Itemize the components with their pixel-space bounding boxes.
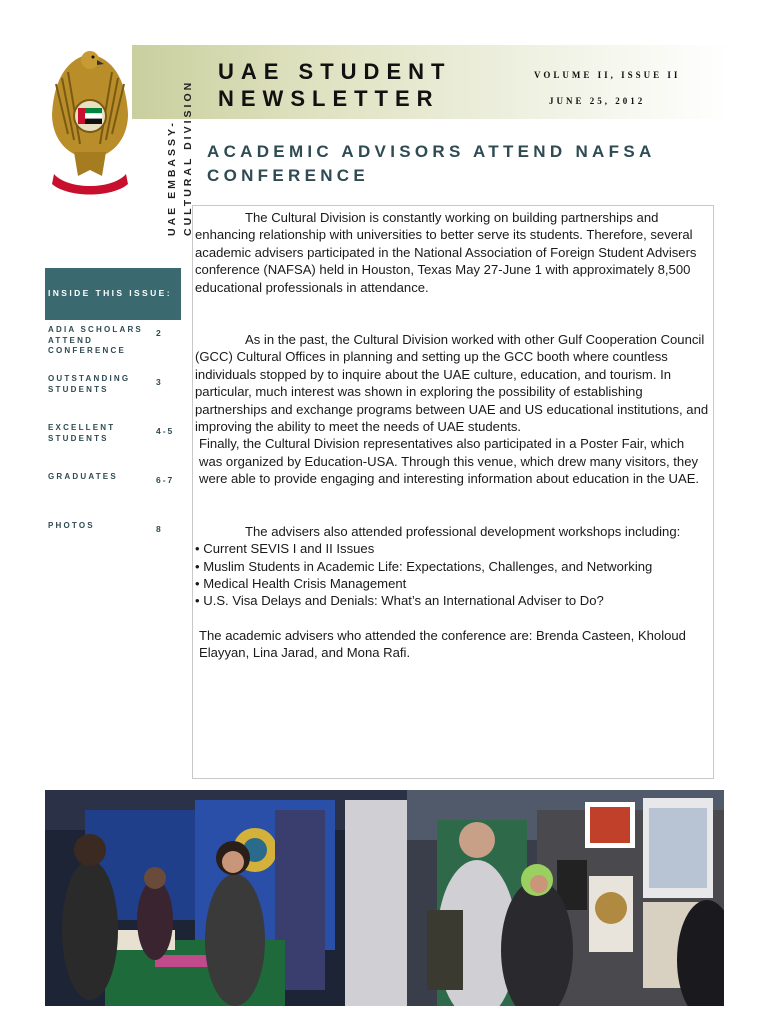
workshop-item: • Medical Health Crisis Management <box>195 575 710 592</box>
volume-issue: VOLUME II, ISSUE II <box>534 70 681 80</box>
toc-label: EXCELLENT STUDENTS <box>48 423 116 443</box>
article-body <box>192 205 714 779</box>
workshop-item: • Muslim Students in Academic Life: Expectations, Challenges, and Networking <box>195 558 710 575</box>
gcc-booth-photo-icon <box>45 790 407 1006</box>
poster-fair-photo-icon <box>407 790 724 1006</box>
toc-label: GRADUATES <box>48 472 118 481</box>
workshop-list <box>195 540 710 610</box>
newsletter-title <box>218 58 451 112</box>
title-line-1: UAE STUDENT <box>218 59 452 84</box>
uae-falcon-emblem-icon <box>48 44 132 196</box>
embassy-line-1: UAE EMBASSY- <box>166 120 178 236</box>
toc-label: PHOTOS <box>48 521 95 530</box>
toc-page: 8 <box>156 524 163 534</box>
toc-page: 6-7 <box>156 475 175 485</box>
article-paragraph-2: As in the past, the Cultural Division worked with other Gulf Cooperation Council (GCC) Cultural Offices in planning and setting up the GCC booth where countless individuals stopped by to inquire about the UAE culture, education, and tourism. In particular, much interest was shown in exploring the possibility of establishing partnerships and exchange programs between UAE and US educational institutions, and improving the ability to meet the needs of UAE students. <box>195 332 709 435</box>
inside-this-issue-heading: INSIDE THIS ISSUE: <box>45 268 181 320</box>
article-headline: ACADEMIC ADVISORS ATTEND NAFSA CONFERENCE <box>207 142 655 185</box>
toc-label: ADIA SCHOLARS ATTEND CONFERENCE <box>48 325 143 355</box>
workshop-item: • Current SEVIS I and II Issues <box>195 540 710 557</box>
article-paragraph-5: The academic advisers who attended the conference are: Brenda Casteen, Kholoud Elayyan, Lina Jarad, and Mona Rafi. <box>199 627 686 661</box>
article-paragraph-1: The Cultural Division is constantly working on building partnerships and enhancing relationship with universities to better serve its students. Therefore, several academic advisers participated in the National Association of Foreign Student Advisers conference (NAFSA) held in Houston, Texas May 27-June 1 with approximately 8,500 educational professionals in attendance. <box>195 210 697 295</box>
workshop-item: • U.S. Visa Delays and Denials: What’s an International Adviser to Do? <box>195 592 710 609</box>
toc-page: 3 <box>156 377 163 387</box>
article-paragraph-3: Finally, the Cultural Division representatives also participated in a Poster Fair, which was organized by Education-USA. Through this venue, which drew many visitors, they were able to provide engaging and interesting information about education in the UAE. <box>199 436 700 487</box>
article-paragraph-4: The advisers also attended professional development workshops including: <box>245 523 681 539</box>
toc-label: OUTSTANDING STUDENTS <box>48 374 131 394</box>
toc-page: 2 <box>156 328 163 338</box>
embassy-line-2: CULTURAL DIVISION <box>182 79 194 236</box>
title-line-2: NEWSLETTER <box>218 86 440 111</box>
issue-date: JUNE 25, 2012 <box>549 96 646 106</box>
toc-page: 4-5 <box>156 426 175 436</box>
